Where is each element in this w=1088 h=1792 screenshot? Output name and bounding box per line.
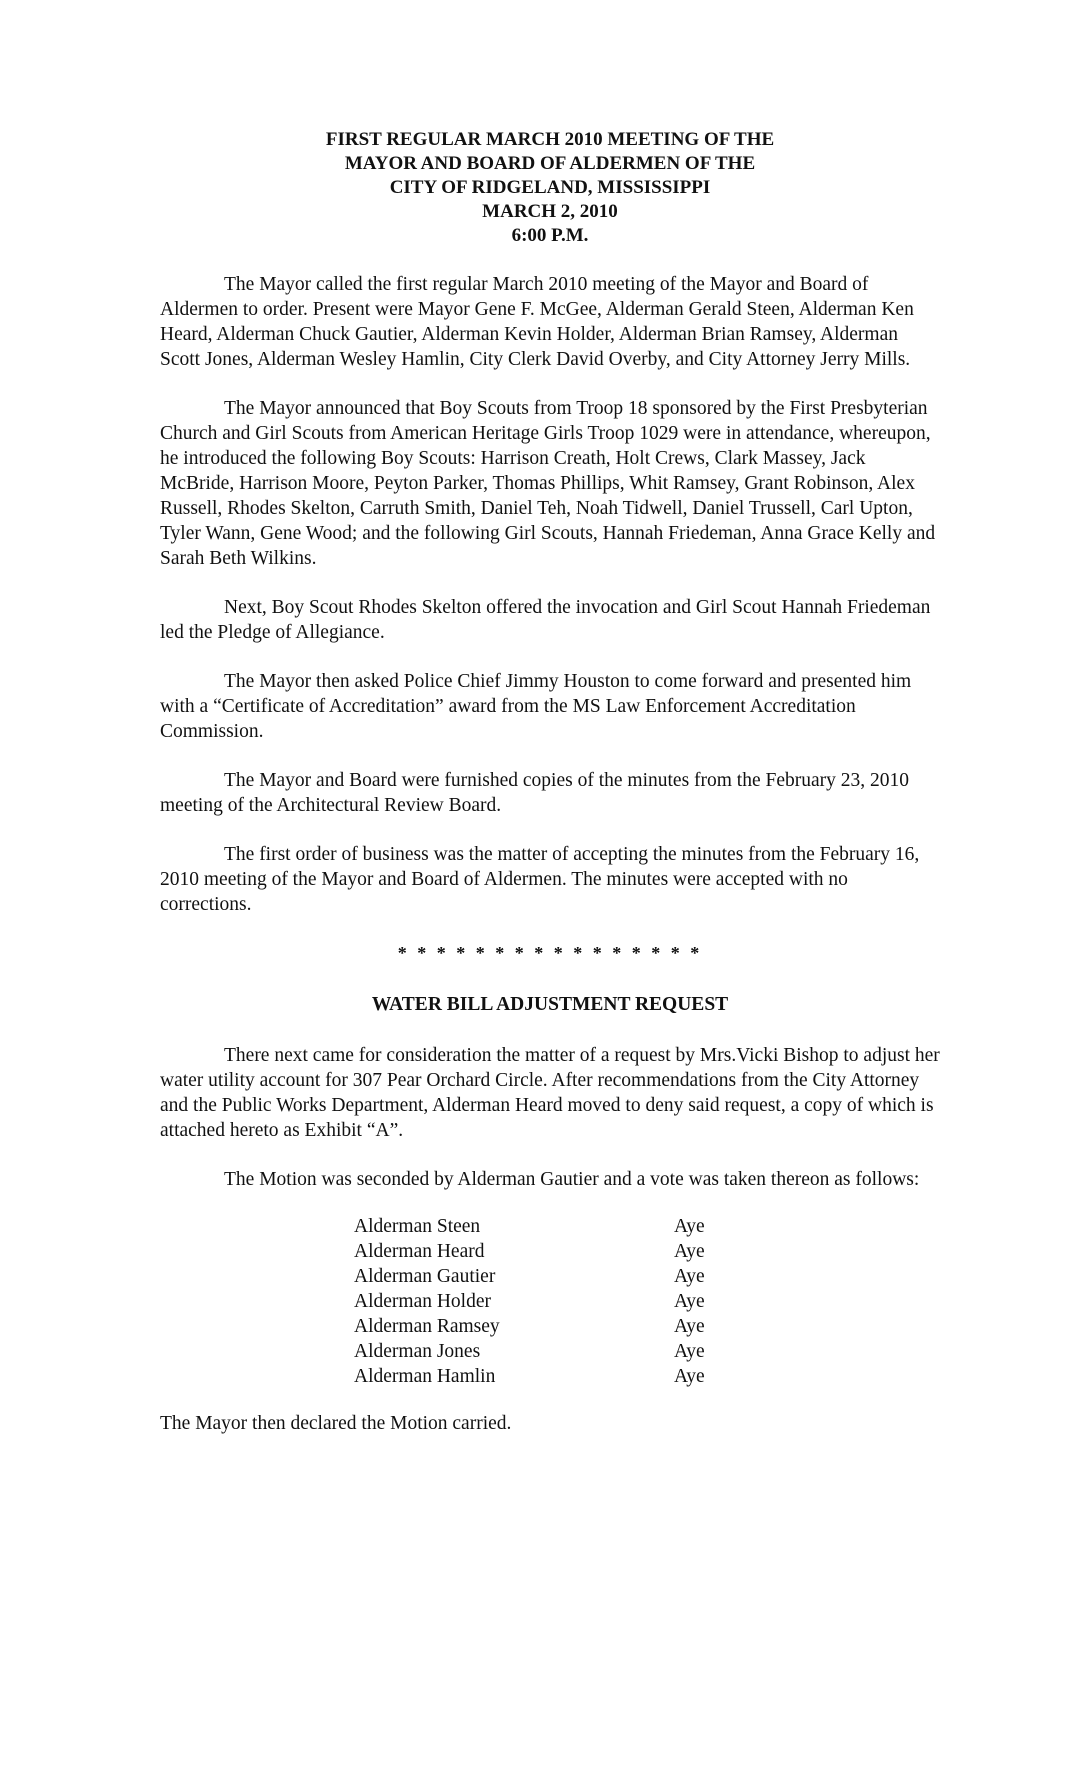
header-line: CITY OF RIDGELAND, MISSISSIPPI — [389, 177, 711, 198]
motion-result-paragraph: The Mayor then declared the Motion carried. — [160, 1413, 512, 1434]
header-line: MARCH 2, 2010 — [482, 201, 618, 222]
vote-row — [354, 1264, 774, 1289]
header-line: FIRST REGULAR MARCH 2010 MEETING OF THE — [325, 129, 775, 150]
vote-row — [354, 1314, 774, 1339]
vote-alderman-name: Alderman Steen — [354, 1216, 481, 1237]
vote-value: Aye — [674, 1316, 705, 1337]
vote-alderman-name: Alderman Gautier — [354, 1266, 496, 1287]
document-header — [160, 128, 940, 248]
vote-table — [354, 1214, 774, 1389]
vote-value: Aye — [674, 1241, 705, 1262]
vote-alderman-name: Alderman Ramsey — [354, 1316, 500, 1337]
scouts-paragraph: The Mayor announced that Boy Scouts from Troop 18 sponsored by the First Presbyterian Church and Girl Scouts from American Heritage Girls Troop 1029 were in attendance, whereupon, he introduced the following Boy Scouts: Harrison Creath, Holt Crews, Clark Massey, Jack McBride, Harrison Moore, Peyton Parker, Thomas Phillips, Whit Ramsey, Grant Robinson, Alex Russell, Rhodes Skelton, Carruth Smith, Daniel Teh, Noah Tidwell, Daniel Trussell, Carl Upton, Tyler Wann, Gene Wood; and the following Girl Scouts, Hannah Friedeman, Anna Grace Kelly and Sarah Beth Wilkins. — [160, 398, 936, 569]
vote-alderman-name: Alderman Holder — [354, 1291, 491, 1312]
section-separator: * * * * * * * * * * * * * * * * — [397, 943, 703, 963]
call-to-order-paragraph: The Mayor called the first regular March 2010 meeting of the Mayor and Board of Aldermen to order. Present were Mayor Gene F. McGee, Alderman Gerald Steen, Alderman Ken Heard, Alderman Chuck Gautier, Alderman Kevin Holder, Alderman Brian Ramsey, Alderman Scott Jones, Alderman Wesley Hamlin, City Clerk David Overby, and City Attorney Jerry Mills. — [160, 274, 914, 370]
arb-minutes-paragraph: The Mayor and Board were furnished copies of the minutes from the February 23, 2010 meeting of the Architectural Review Board. — [160, 770, 910, 816]
header-line: 6:00 P.M. — [511, 225, 589, 246]
first-order-paragraph: The first order of business was the matter of accepting the minutes from the February 16, 2010 meeting of the Mayor and Board of Aldermen. The minutes were accepted with no corrections. — [160, 844, 920, 915]
vote-value: Aye — [674, 1266, 705, 1287]
vote-row — [354, 1239, 774, 1264]
police-chief-paragraph: The Mayor then asked Police Chief Jimmy Houston to come forward and presented him with a “Certificate of Accreditation” award from the MS Law Enforcement Accreditation Commission. — [160, 671, 912, 742]
document-page — [160, 128, 940, 1436]
vote-alderman-name: Alderman Heard — [354, 1241, 485, 1262]
motion-paragraph: The Motion was seconded by Alderman Gautier and a vote was taken thereon as follows: — [224, 1169, 920, 1190]
vote-row — [354, 1339, 774, 1364]
header-line: MAYOR AND BOARD OF ALDERMEN OF THE — [344, 153, 756, 174]
vote-value: Aye — [674, 1216, 705, 1237]
invocation-paragraph: Next, Boy Scout Rhodes Skelton offered the invocation and Girl Scout Hannah Friedeman led the Pledge of Allegiance. — [160, 597, 931, 643]
vote-row — [354, 1289, 774, 1314]
vote-row — [354, 1214, 774, 1239]
water-bill-section-title: WATER BILL ADJUSTMENT REQUEST — [371, 994, 729, 1015]
vote-value: Aye — [674, 1341, 705, 1362]
vote-value: Aye — [674, 1291, 705, 1312]
vote-alderman-name: Alderman Jones — [354, 1341, 481, 1362]
vote-alderman-name: Alderman Hamlin — [354, 1366, 496, 1387]
water-bill-request-paragraph: There next came for consideration the matter of a request by Mrs.Vicki Bishop to adjust her water utility account for 307 Pear Orchard Circle. After recommendations from the City Attorney and the Public Works Department, Alderman Heard moved to deny said request, a copy of which is attached hereto as Exhibit “A”. — [160, 1045, 940, 1141]
vote-value: Aye — [674, 1366, 705, 1387]
vote-row — [354, 1364, 774, 1389]
